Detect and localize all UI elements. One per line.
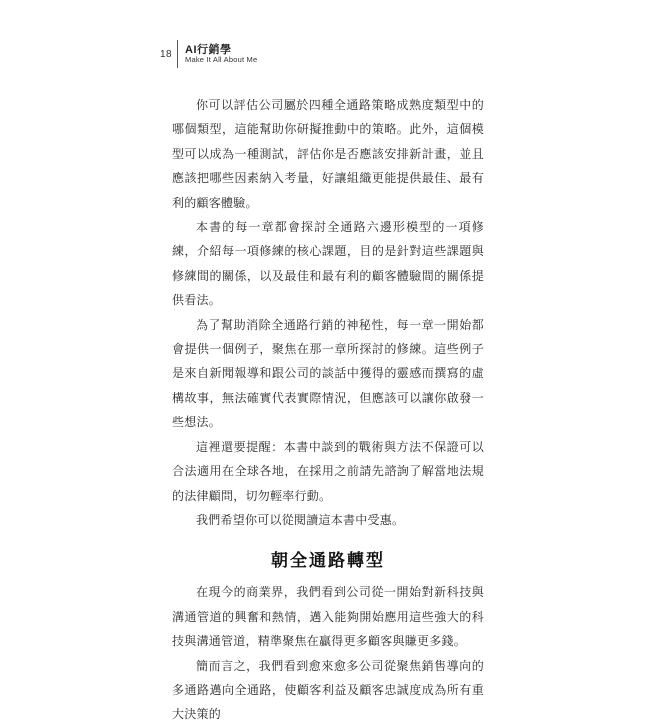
paragraph: 簡而言之，我們看到愈來愈多公司從聚焦銷售導向的多通路邁向全通路，使顧客利益及顧客忠誠度成為所有重大決策的: [172, 658, 484, 722]
page-number: 18: [160, 49, 173, 60]
body-text: [172, 93, 484, 727]
paragraph: 你可以評估公司屬於四種全通路策略成熟度類型中的哪個類型，這能幫助你研擬推動中的策略。此外，這個模型可以成為一種測試，評估你是否應該安排新計畫，並且應該把哪些因素納入考量，好讓組織更能提供最佳、最有利的顧客體驗。: [172, 98, 484, 210]
section-heading: 朝全通路轉型: [271, 551, 385, 572]
running-header: [160, 40, 490, 68]
paragraph: 為了幫助消除全通路行銷的神秘性，每一章一開始都會提供一個例子，聚焦在那一章所探討的修練。這些例子是來自新聞報導和跟公司的談話中獲得的靈感而撰寫的虛構故事，無法確實代表實際情況，但應該可以讓你啟發一些想法。: [172, 317, 484, 430]
header-divider: [177, 40, 178, 68]
paragraph: 我們希望你可以從閱讀這本書中受惠。: [196, 512, 405, 527]
paragraph: 這裡還要提醒：本書中談到的戰術與方法不保證可以合法適用在全球各地，在採用之前請先諮詢了解當地法規的法律顧問，切勿輕率行動。: [172, 439, 484, 503]
paragraph: 在現今的商業界，我們看到公司從一開始對新科技與溝通管道的興奮和熱情，邁入能夠開始應用這些強大的科技與溝通管道，精準聚焦在贏得更多顧客與賺更多錢。: [172, 585, 484, 649]
book-subtitle: Make It All About Me: [185, 55, 258, 64]
book-title: AI行銷學: [185, 44, 232, 56]
paragraph: 本書的每一章都會探討全通路六邊形模型的一項修練，介紹每一項修練的核心課題，目的是針對這些課題與修練間的關係，以及最佳和最有利的顧客體驗間的關係提供看法。: [172, 220, 484, 308]
